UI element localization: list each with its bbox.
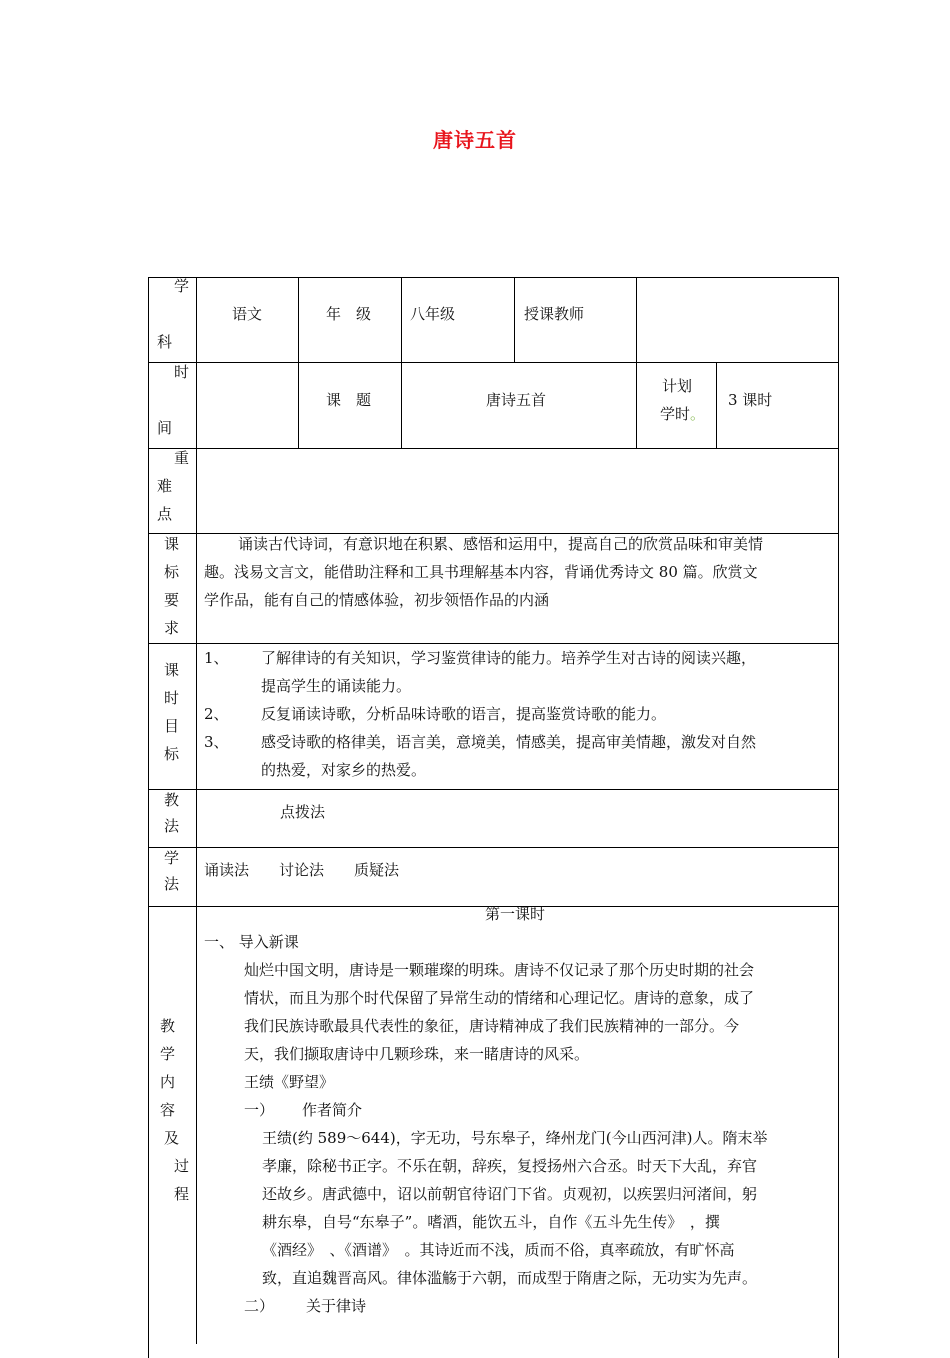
poem-title: 王绩《野望》	[244, 1073, 335, 1091]
plan-value: 3 课时	[728, 391, 773, 409]
intro-line: 情状，而且为那个时代保留了异常生动的情绪和心理记忆。唐诗的意象，成了	[244, 989, 755, 1007]
row6-label-char: 法	[164, 817, 180, 835]
row4-label-char: 课	[164, 535, 180, 553]
row5-label-char: 课	[164, 661, 180, 679]
intro-line: 我们民族诗歌最具代表性的象征，唐诗精神成了我们民族精神的一部分。今	[244, 1017, 740, 1035]
row3-label-char: 难	[157, 477, 173, 495]
row-divider	[148, 789, 838, 790]
section-heading: 一、 导入新课	[204, 933, 299, 951]
row8-label-char: 过	[174, 1157, 190, 1175]
topic-label: 课 题	[326, 391, 372, 409]
goal-line: 反复诵读诗歌，分析品味诗歌的语言，提高鉴赏诗歌的能力。	[261, 705, 667, 723]
author-line: 还故乡。唐武德中，诏以前朝官待诏门下省。贞观初，以疾罢归河渚间，躬	[262, 1185, 758, 1203]
row3-label-char: 点	[157, 505, 173, 523]
plan-label-line2: 学时。	[660, 405, 706, 423]
goal-line: 了解律诗的有关知识，学习鉴赏律诗的能力。培养学生对古诗的阅读兴趣，	[261, 649, 757, 667]
row6-label-char: 教	[164, 791, 180, 809]
row4-label-char: 标	[164, 563, 180, 581]
intro-line: 灿烂中国文明，唐诗是一颗璀璨的明珠。唐诗不仅记录了那个历史时期的社会	[244, 961, 755, 979]
row5-label-char: 目	[164, 717, 180, 735]
row4-label-char: 要	[164, 591, 180, 609]
label-column-divider	[196, 277, 197, 1344]
grade-label: 年 级	[326, 305, 372, 323]
row4-label-char: 求	[164, 619, 180, 637]
row7-label-char: 学	[164, 849, 180, 867]
row7-label-char: 法	[164, 875, 180, 893]
subsection-heading: 作者简介	[302, 1101, 363, 1119]
row-divider	[148, 847, 838, 848]
row8-label-char: 学	[160, 1045, 176, 1063]
curriculum-line: 学作品，能有自己的情感体验，初步领悟作品的内涵	[204, 591, 550, 609]
goal-number: 2、	[204, 705, 229, 723]
row2-label-char: 时	[174, 363, 190, 381]
goal-line: 感受诗歌的格律美，语言美，意境美，情感美，提高审美情趣，激发对自然	[261, 733, 757, 751]
row5-label-char: 标	[164, 745, 180, 763]
row8-label-char: 容	[160, 1101, 176, 1119]
teacher-label: 授课教师	[524, 305, 585, 323]
cell-divider	[514, 277, 515, 362]
row8-label-char: 内	[160, 1073, 176, 1091]
goal-line: 提高学生的诵读能力。	[261, 677, 412, 695]
author-line: 耕东皋，自号“东皋子”。嗜酒，能饮五斗，自作《五斗先生传》 ，撰	[262, 1213, 720, 1231]
author-line: 致，直追魏晋高风。律体滥觞于六朝，而成型于隋唐之际，无功实为先声。	[262, 1269, 758, 1287]
cell-divider	[401, 277, 402, 448]
row5-label-char: 时	[164, 689, 180, 707]
curriculum-line: 趣。浅易文言文，能借助注释和工具书理解基本内容，背诵优秀诗文 80 篇。欣赏文	[204, 563, 758, 581]
row8-label-char: 教	[160, 1017, 176, 1035]
page-title: 唐诗五首	[433, 128, 517, 152]
plan-label-line1: 计划	[662, 377, 693, 395]
author-line: 《酒经》 、《酒谱》 。其诗近而不浅，质而不俗，真率疏放，有旷怀高	[262, 1241, 735, 1259]
learning-methods: 诵读法 讨论法 质疑法	[204, 861, 400, 879]
subsection-number: 二）	[244, 1297, 275, 1315]
teaching-method: 点拨法	[280, 803, 326, 821]
topic-value: 唐诗五首	[486, 391, 547, 409]
cell-divider	[298, 277, 299, 448]
row2-label-char: 间	[157, 419, 173, 437]
cell-divider	[636, 277, 637, 448]
row3-label-char: 重	[174, 449, 190, 467]
row8-label-char: 及	[164, 1129, 180, 1147]
subsection-heading: 关于律诗	[306, 1297, 367, 1315]
author-line: 王绩(约 589～644)，字无功，号东皋子，绛州龙门(今山西河津)人。隋末举	[262, 1129, 768, 1147]
cell-divider	[716, 362, 717, 448]
subject-value: 语文	[232, 305, 263, 323]
row1-label-char: 学	[174, 277, 190, 295]
grade-value: 八年级	[410, 305, 456, 323]
subsection-number: 一）	[244, 1101, 275, 1119]
author-line: 孝廉，除秘书正字。不乐在朝，辞疾，复授扬州六合丞。时天下大乱，弃官	[262, 1157, 758, 1175]
period-heading: 第一课时	[485, 905, 546, 923]
goal-number: 3、	[204, 733, 229, 751]
curriculum-line: 诵读古代诗词，有意识地在积累、感悟和运用中，提高自己的欣赏品味和审美情	[238, 535, 764, 553]
intro-line: 天，我们撷取唐诗中几颗珍珠，来一睹唐诗的风采。	[244, 1045, 590, 1063]
goal-line: 的热爱，对家乡的热爱。	[261, 761, 427, 779]
row-divider	[148, 448, 838, 449]
row8-label-char: 程	[174, 1185, 190, 1203]
row1-label-char: 科	[157, 333, 173, 351]
goal-number: 1、	[204, 649, 229, 667]
row-divider	[148, 362, 838, 363]
